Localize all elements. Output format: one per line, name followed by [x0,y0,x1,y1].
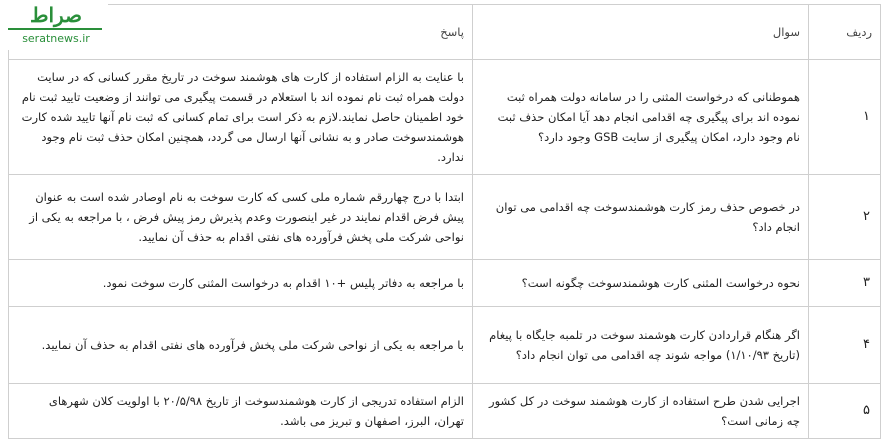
row-number: ۵ [809,384,881,439]
answer-cell: الزام استفاده تدریجی از کارت هوشمندسوخت از تاریخ ۲۰/۵/۹۸ با اولویت کلان شهرهای تهران، البرز، اصفهان و تبریز می باشد. [9,384,473,439]
answer-cell: با مراجعه به دفاتر پلیس +۱۰ اقدام به درخواست المثنی کارت سوخت نمود. [9,260,473,307]
row-number: ۴ [809,307,881,384]
answer-cell: با مراجعه به یکی از نواحی شرکت ملی پخش فرآورده های نفتی اقدام به حذف آن نمایید. [9,307,473,384]
table-row [9,384,881,439]
table-row [9,60,881,175]
logo-underline [8,28,102,30]
row-number: ۱ [809,60,881,175]
faq-table [8,4,881,439]
site-logo [2,0,108,50]
question-cell: اجرایی شدن طرح استفاده از کارت هوشمند سوخت در کل کشور چه زمانی است؟ [473,384,809,439]
logo-wordmark: صراط [29,3,83,27]
question-cell: نحوه درخواست المثنی کارت هوشمندسوخت چگونه است؟ [473,260,809,307]
answer-cell: ابتدا با درج چهاررقم شماره ملی کسی که کارت سوخت به نام اوصادر شده است به عنوان پیش فرض اقدام نمایند در غیر اینصورت وعدم پذیرش رمز پیش فرض ، با مراجعه به یکی از نواحی شرکت ملی پخش فرآورده های نفتی اقدام به حذف آن نمایید. [9,175,473,260]
question-cell: اگر هنگام قراردادن کارت هوشمند سوخت در تلمبه جایگاه با پیغام (تاریخ ۱/۱۰/۹۳) مواجه شوند چه اقدامی می توان انجام داد؟ [473,307,809,384]
row-number: ۲ [809,175,881,260]
table-header-row [9,5,881,60]
row-number: ۳ [809,260,881,307]
header-row-number: ردیف [809,5,881,60]
table-row [9,260,881,307]
header-question: سوال [473,5,809,60]
logo-site-url: seratnews.ir [22,32,90,45]
answer-cell: با عنایت به الزام استفاده از کارت های هوشمند سوخت در تاریخ مقرر کسانی که در سایت دولت همراه ثبت نام نموده اند با استعلام در قسمت پیگیری می توانند از وضعیت تایید ثبت نام خود اطمینان حاصل نمایند.لازم به ذکر است برای تمام کسانی که ثبت نام آنها تایید شده کارت هوشمندسوخت صادر و به نشانی آنها ارسال می گردد، همچنین امکان حذف ثبت نام وجود ندارد. [9,60,473,175]
question-cell: در خصوص حذف رمز کارت هوشمندسوخت چه اقدامی می توان انجام داد؟ [473,175,809,260]
table-row [9,175,881,260]
table-row [9,307,881,384]
question-cell: هموطنانی که درخواست المثنی را در سامانه دولت همراه ثبت نموده اند برای پیگیری چه اقدامی انجام دهد آیا امکان حذف ثبت نام وجود دارد، امکان پیگیری از سایت GSB وجود دارد؟ [473,60,809,175]
header-answer: پاسخ [9,5,473,60]
